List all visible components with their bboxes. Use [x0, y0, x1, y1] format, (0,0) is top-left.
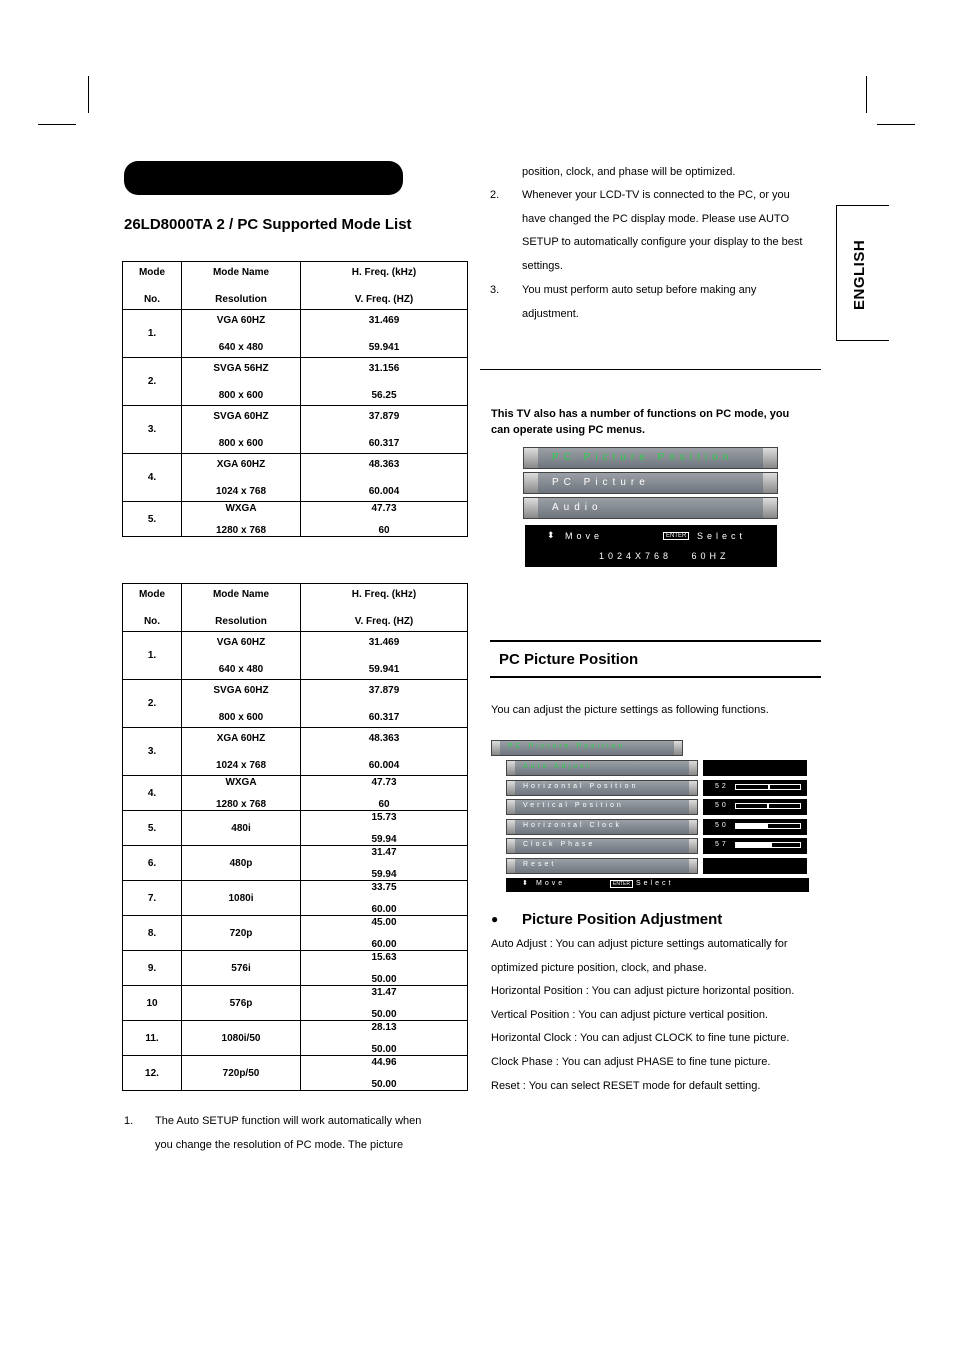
divider	[490, 676, 821, 678]
subsection-heading: Picture Position Adjustment	[522, 911, 723, 928]
note-number: 3.	[490, 284, 500, 296]
note-text: The Auto SETUP function will work automatically when you change the resolution of PC mode. The picture	[155, 1115, 422, 1151]
table-row: 2. SVGA 56HZ 800 x 600 31.156 56.25	[123, 358, 468, 406]
pc-intro: This TV also has a number of functions on PC mode, you can operate using PC menus.	[491, 408, 790, 436]
menu-value: 57	[703, 838, 807, 854]
menu-value	[703, 858, 807, 874]
level-bar	[735, 784, 801, 790]
table-row: 5. WXGA 1280 x 768 47.73 60	[123, 502, 468, 537]
section-heading: PC Picture Position	[499, 651, 639, 668]
table-row: 9. 576i 15.63 50.00	[123, 951, 468, 986]
table-row: 7. 1080i 33.75 60.00	[123, 881, 468, 916]
select-label: Select	[636, 880, 674, 887]
level-bar	[735, 803, 801, 809]
menu-footer	[525, 525, 777, 567]
table-row: 8. 720p 45.00 60.00	[123, 916, 468, 951]
crop-mark	[877, 124, 915, 125]
table-row: 3. XGA 60HZ 1024 x 768 48.363 60.004	[123, 728, 468, 776]
bullet: ●	[491, 912, 499, 926]
language-tab-label: ENGLISH	[851, 239, 868, 310]
menu-value: 50	[703, 819, 807, 835]
level-bar	[735, 823, 801, 829]
up-down-icon: ⬍	[547, 530, 559, 540]
menu-value: 50	[703, 799, 807, 815]
menu-item-horizontal-position[interactable]: Horizontal Position	[506, 780, 698, 796]
note-text: position, clock, and phase will be optimized.	[522, 166, 736, 178]
menu-title-bar: PC Picture Position	[491, 740, 683, 756]
enter-icon: ENTER	[610, 880, 633, 888]
menu-value	[703, 760, 807, 776]
up-down-icon: ⬍	[522, 880, 531, 887]
divider	[480, 369, 821, 370]
menu-item-pc-picture[interactable]: PC Picture	[523, 472, 778, 494]
menu-value: 52	[703, 780, 807, 796]
crop-mark	[88, 76, 89, 113]
move-label: Move	[536, 880, 566, 887]
note-number: 2.	[490, 189, 500, 201]
table-row: 4. XGA 60HZ 1024 x 768 48.363 60.004	[123, 454, 468, 502]
menu-item-auto-adjust[interactable]: Auto Adjust	[506, 760, 698, 776]
adjustment-descriptions: Auto Adjust : You can adjust picture settings automatically for optimized picture position, clock, and phase. Horizontal Position : You can adjust picture horizontal position. Vertical Position : You can adjust picture vertical position. Horizontal Clock : You can adjust CLOCK to fine tune picture. Clock Phase : You can adjust PHASE to fine tune picture. Reset : You can select RESET mode for default setting.	[491, 938, 795, 1092]
table-row: 12. 720p/50 44.96 50.00	[123, 1056, 468, 1091]
table-row: 1. VGA 60HZ 640 x 480 31.469 59.941	[123, 632, 468, 680]
menu-item-horizontal-clock[interactable]: Horizontal Clock	[506, 819, 698, 835]
section-banner	[124, 161, 403, 195]
crop-mark	[866, 76, 867, 113]
table-row: 11. 1080i/50 28.13 50.00	[123, 1021, 468, 1056]
enter-icon: ENTER	[663, 532, 689, 540]
resolution-readout: 1024X768 60HZ	[599, 551, 730, 561]
divider	[490, 640, 821, 642]
table-row: 1. VGA 60HZ 640 x 480 31.469 59.941	[123, 310, 468, 358]
move-label: Move	[565, 531, 604, 541]
level-bar	[735, 842, 801, 848]
note-number: 1.	[124, 1115, 134, 1127]
mode-table-1: Mode No. Mode Name Resolution H. Freq. (kHz) V. Freq. (HZ) 1. VGA 60HZ 640 x 480 31.469 59.941 2. SVGA 56HZ 800 x 600 31.156 56.25 3. SVGA 60HZ 800 x 600 37.879 60.317 4. XGA 60HZ 1024 x 768 48.363 60.004 5. WXGA 1280 x 768 47.73 60	[122, 261, 468, 537]
menu-item-clock-phase[interactable]: Clock Phase	[506, 838, 698, 854]
table-row: 3. SVGA 60HZ 800 x 600 37.879 60.317	[123, 406, 468, 454]
table-row: 5. 480i 15.73 59.94	[123, 811, 468, 846]
table-row: 4. WXGA 1280 x 768 47.73 60	[123, 776, 468, 811]
menu-item-vertical-position[interactable]: Vertical Position	[506, 799, 698, 815]
note-text: Whenever your LCD-TV is connected to the PC, or you have changed the PC display mode. Please use AUTO SETUP to automatically configure your display to the best settings.	[522, 189, 803, 272]
mode-table-2: Mode No. Mode Name Resolution H. Freq. (kHz) V. Freq. (HZ) 1. VGA 60HZ 640 x 480 31.469 59.941 2. SVGA 60HZ 800 x 600 37.879 60.317 3. XGA 60HZ 1024 x 768 48.363 60.004 4. WXGA 1280 x 768 47.73 60 5. 480i 15.73 59.94 6. 480p 31.47 59.94 7. 1080i 33.75 60.00 8. 720p 45.00 60.00 9. 576i 15.63 50.00 10 576p 31.47 50.00 11. 1080i/50 28.13 50.00 12. 720p/50 44.96 50.00	[122, 583, 468, 1091]
page-title: 26LD8000TA 2 / PC Supported Mode List	[124, 216, 412, 233]
menu-item-reset[interactable]: Reset	[506, 858, 698, 874]
pc-main-menu	[523, 447, 778, 522]
note-text: You must perform auto setup before making any adjustment.	[522, 284, 757, 320]
section-intro: You can adjust the picture settings as following functions.	[491, 704, 769, 716]
table-row: 2. SVGA 60HZ 800 x 600 37.879 60.317	[123, 680, 468, 728]
select-label: Select	[697, 531, 747, 541]
menu-item-pc-picture-position[interactable]: PC Picture Position	[523, 447, 778, 469]
menu-footer	[506, 878, 809, 892]
table-row: 6. 480p 31.47 59.94	[123, 846, 468, 881]
crop-mark	[38, 124, 76, 125]
menu-item-audio[interactable]: Audio	[523, 497, 778, 519]
table-row: 10 576p 31.47 50.00	[123, 986, 468, 1021]
